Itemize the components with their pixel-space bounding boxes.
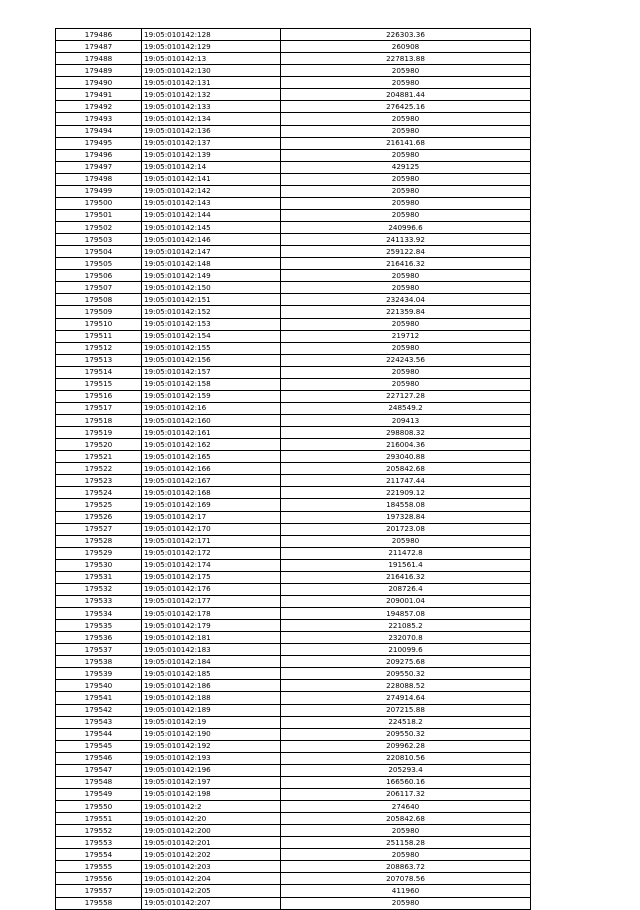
value-cell: 240996.6 [281, 222, 531, 234]
table-row [56, 463, 531, 475]
row-id-cell: 179504 [56, 246, 142, 258]
cadastral-number-cell: 19:05:010142:149 [142, 270, 281, 282]
row-id-cell: 179540 [56, 680, 142, 692]
table-row [56, 101, 531, 113]
cadastral-number-cell: 19:05:010142:151 [142, 294, 281, 306]
table-row [56, 535, 531, 547]
cadastral-number-cell: 19:05:010142:156 [142, 354, 281, 366]
table-row [56, 764, 531, 776]
table-row [56, 161, 531, 173]
value-cell: 209550.32 [281, 728, 531, 740]
cadastral-number-cell: 19:05:010142:131 [142, 77, 281, 89]
row-id-cell: 179510 [56, 318, 142, 330]
table-row [56, 342, 531, 354]
cadastral-number-cell: 19:05:010142:139 [142, 149, 281, 161]
table-body [56, 29, 531, 910]
table-row [56, 294, 531, 306]
value-cell: 166560.16 [281, 776, 531, 788]
row-id-cell: 179515 [56, 378, 142, 390]
cadastral-number-cell: 19:05:010142:160 [142, 415, 281, 427]
table-row [56, 354, 531, 366]
row-id-cell: 179508 [56, 294, 142, 306]
cadastral-number-cell: 19:05:010142:159 [142, 390, 281, 402]
row-id-cell: 179545 [56, 740, 142, 752]
table-row [56, 511, 531, 523]
row-id-cell: 179552 [56, 825, 142, 837]
table-row [56, 402, 531, 414]
row-id-cell: 179496 [56, 149, 142, 161]
table-row [56, 608, 531, 620]
row-id-cell: 179529 [56, 547, 142, 559]
value-cell: 211747.44 [281, 475, 531, 487]
table-row [56, 246, 531, 258]
cadastral-number-cell: 19:05:010142:14 [142, 161, 281, 173]
table-row [56, 801, 531, 813]
row-id-cell: 179519 [56, 427, 142, 439]
table-row [56, 258, 531, 270]
cadastral-number-cell: 19:05:010142:157 [142, 366, 281, 378]
value-cell: 205842.68 [281, 463, 531, 475]
value-cell: 274914.64 [281, 692, 531, 704]
row-id-cell: 179517 [56, 402, 142, 414]
cadastral-number-cell: 19:05:010142:183 [142, 644, 281, 656]
table-row [56, 897, 531, 909]
row-id-cell: 179537 [56, 644, 142, 656]
cadastral-number-cell: 19:05:010142:202 [142, 849, 281, 861]
data-table [55, 28, 531, 910]
cadastral-number-cell: 19:05:010142:162 [142, 439, 281, 451]
value-cell: 205980 [281, 849, 531, 861]
row-id-cell: 179522 [56, 463, 142, 475]
row-id-cell: 179502 [56, 222, 142, 234]
row-id-cell: 179520 [56, 439, 142, 451]
row-id-cell: 179546 [56, 752, 142, 764]
row-id-cell: 179505 [56, 258, 142, 270]
table-row [56, 113, 531, 125]
row-id-cell: 179488 [56, 53, 142, 65]
value-cell: 226303.36 [281, 29, 531, 41]
table-row [56, 487, 531, 499]
value-cell: 224518.2 [281, 716, 531, 728]
value-cell: 205980 [281, 282, 531, 294]
table-row [56, 415, 531, 427]
cadastral-number-cell: 19:05:010142:188 [142, 692, 281, 704]
value-cell: 259122.84 [281, 246, 531, 258]
cadastral-number-cell: 19:05:010142:129 [142, 41, 281, 53]
value-cell: 216416.32 [281, 258, 531, 270]
row-id-cell: 179544 [56, 728, 142, 740]
cadastral-number-cell: 19:05:010142:128 [142, 29, 281, 41]
cadastral-number-cell: 19:05:010142:136 [142, 125, 281, 137]
cadastral-number-cell: 19:05:010142:165 [142, 451, 281, 463]
row-id-cell: 179531 [56, 571, 142, 583]
row-id-cell: 179534 [56, 608, 142, 620]
table-row [56, 752, 531, 764]
cadastral-number-cell: 19:05:010142:170 [142, 523, 281, 535]
cadastral-number-cell: 19:05:010142:185 [142, 668, 281, 680]
value-cell: 205980 [281, 535, 531, 547]
table-row [56, 571, 531, 583]
cadastral-number-cell: 19:05:010142:184 [142, 656, 281, 668]
row-id-cell: 179494 [56, 125, 142, 137]
value-cell: 205980 [281, 318, 531, 330]
table-row [56, 330, 531, 342]
cadastral-number-cell: 19:05:010142:203 [142, 861, 281, 873]
table-row [56, 644, 531, 656]
row-id-cell: 179491 [56, 89, 142, 101]
value-cell: 221909.12 [281, 487, 531, 499]
row-id-cell: 179535 [56, 620, 142, 632]
cadastral-number-cell: 19:05:010142:204 [142, 873, 281, 885]
table-row [56, 173, 531, 185]
table-row [56, 825, 531, 837]
cadastral-number-cell: 19:05:010142:19 [142, 716, 281, 728]
value-cell: 205293.4 [281, 764, 531, 776]
value-cell: 293040.88 [281, 451, 531, 463]
cadastral-number-cell: 19:05:010142:13 [142, 53, 281, 65]
cadastral-number-cell: 19:05:010142:158 [142, 378, 281, 390]
value-cell: 205980 [281, 342, 531, 354]
table-row [56, 77, 531, 89]
table-row [56, 475, 531, 487]
value-cell: 205980 [281, 149, 531, 161]
value-cell: 248549.2 [281, 402, 531, 414]
row-id-cell: 179538 [56, 656, 142, 668]
cadastral-number-cell: 19:05:010142:179 [142, 620, 281, 632]
row-id-cell: 179514 [56, 366, 142, 378]
row-id-cell: 179526 [56, 511, 142, 523]
value-cell: 201723.08 [281, 523, 531, 535]
cadastral-number-cell: 19:05:010142:142 [142, 185, 281, 197]
row-id-cell: 179541 [56, 692, 142, 704]
row-id-cell: 179554 [56, 849, 142, 861]
row-id-cell: 179493 [56, 113, 142, 125]
row-id-cell: 179547 [56, 764, 142, 776]
table-row [56, 378, 531, 390]
value-cell: 216004.36 [281, 439, 531, 451]
value-cell: 232070.8 [281, 632, 531, 644]
cadastral-number-cell: 19:05:010142:198 [142, 788, 281, 800]
cadastral-number-cell: 19:05:010142:196 [142, 764, 281, 776]
row-id-cell: 179489 [56, 65, 142, 77]
row-id-cell: 179532 [56, 583, 142, 595]
table-row [56, 632, 531, 644]
value-cell: 197328.84 [281, 511, 531, 523]
cadastral-number-cell: 19:05:010142:132 [142, 89, 281, 101]
row-id-cell: 179543 [56, 716, 142, 728]
row-id-cell: 179503 [56, 234, 142, 246]
value-cell: 205980 [281, 270, 531, 282]
value-cell: 210099.6 [281, 644, 531, 656]
cadastral-number-cell: 19:05:010142:20 [142, 813, 281, 825]
cadastral-number-cell: 19:05:010142:171 [142, 535, 281, 547]
cadastral-number-cell: 19:05:010142:207 [142, 897, 281, 909]
row-id-cell: 179528 [56, 535, 142, 547]
table-row [56, 282, 531, 294]
value-cell: 204881.44 [281, 89, 531, 101]
row-id-cell: 179513 [56, 354, 142, 366]
table-row [56, 680, 531, 692]
cadastral-number-cell: 19:05:010142:205 [142, 885, 281, 897]
value-cell: 205980 [281, 209, 531, 221]
table-row [56, 861, 531, 873]
value-cell: 208726.4 [281, 583, 531, 595]
table-row [56, 53, 531, 65]
cadastral-number-cell: 19:05:010142:133 [142, 101, 281, 113]
table-row [56, 849, 531, 861]
value-cell: 205980 [281, 366, 531, 378]
row-id-cell: 179495 [56, 137, 142, 149]
row-id-cell: 179558 [56, 897, 142, 909]
row-id-cell: 179486 [56, 29, 142, 41]
row-id-cell: 179525 [56, 499, 142, 511]
cadastral-number-cell: 19:05:010142:161 [142, 427, 281, 439]
row-id-cell: 179511 [56, 330, 142, 342]
value-cell: 208863.72 [281, 861, 531, 873]
cadastral-number-cell: 19:05:010142:146 [142, 234, 281, 246]
table-row [56, 547, 531, 559]
value-cell: 194857.08 [281, 608, 531, 620]
value-cell: 207215.88 [281, 704, 531, 716]
cadastral-number-cell: 19:05:010142:154 [142, 330, 281, 342]
cadastral-number-cell: 19:05:010142:178 [142, 608, 281, 620]
cadastral-number-cell: 19:05:010142:176 [142, 583, 281, 595]
table-row [56, 595, 531, 607]
row-id-cell: 179539 [56, 668, 142, 680]
table-row [56, 29, 531, 41]
table-row [56, 813, 531, 825]
table-row [56, 776, 531, 788]
cadastral-number-cell: 19:05:010142:152 [142, 306, 281, 318]
cadastral-number-cell: 19:05:010142:134 [142, 113, 281, 125]
table-row [56, 523, 531, 535]
cadastral-number-cell: 19:05:010142:192 [142, 740, 281, 752]
table-row [56, 499, 531, 511]
table-row [56, 149, 531, 161]
table-row [56, 885, 531, 897]
cadastral-number-cell: 19:05:010142:186 [142, 680, 281, 692]
table-row [56, 89, 531, 101]
value-cell: 209962.28 [281, 740, 531, 752]
value-cell: 241133.92 [281, 234, 531, 246]
value-cell: 205980 [281, 65, 531, 77]
row-id-cell: 179501 [56, 209, 142, 221]
cadastral-number-cell: 19:05:010142:148 [142, 258, 281, 270]
value-cell: 298808.32 [281, 427, 531, 439]
row-id-cell: 179533 [56, 595, 142, 607]
value-cell: 205980 [281, 825, 531, 837]
table-row [56, 740, 531, 752]
cadastral-number-cell: 19:05:010142:177 [142, 595, 281, 607]
row-id-cell: 179527 [56, 523, 142, 535]
row-id-cell: 179551 [56, 813, 142, 825]
cadastral-number-cell: 19:05:010142:201 [142, 837, 281, 849]
value-cell: 205980 [281, 378, 531, 390]
table-row [56, 209, 531, 221]
table-row [56, 137, 531, 149]
table-row [56, 656, 531, 668]
value-cell: 184558.08 [281, 499, 531, 511]
row-id-cell: 179487 [56, 41, 142, 53]
table-row [56, 668, 531, 680]
table-row [56, 704, 531, 716]
value-cell: 209001.04 [281, 595, 531, 607]
value-cell: 191561.4 [281, 559, 531, 571]
value-cell: 227813.88 [281, 53, 531, 65]
cadastral-number-cell: 19:05:010142:147 [142, 246, 281, 258]
table-row [56, 197, 531, 209]
table-row [56, 125, 531, 137]
value-cell: 209413 [281, 415, 531, 427]
table-row [56, 222, 531, 234]
cadastral-number-cell: 19:05:010142:2 [142, 801, 281, 813]
row-id-cell: 179499 [56, 185, 142, 197]
table-row [56, 716, 531, 728]
table-row [56, 41, 531, 53]
row-id-cell: 179542 [56, 704, 142, 716]
row-id-cell: 179521 [56, 451, 142, 463]
cadastral-number-cell: 19:05:010142:16 [142, 402, 281, 414]
table-row [56, 873, 531, 885]
value-cell: 207078.56 [281, 873, 531, 885]
row-id-cell: 179523 [56, 475, 142, 487]
value-cell: 205980 [281, 113, 531, 125]
value-cell: 206117.32 [281, 788, 531, 800]
table-row [56, 837, 531, 849]
row-id-cell: 179492 [56, 101, 142, 113]
row-id-cell: 179530 [56, 559, 142, 571]
value-cell: 411960 [281, 885, 531, 897]
table-row [56, 439, 531, 451]
row-id-cell: 179557 [56, 885, 142, 897]
table-row [56, 427, 531, 439]
value-cell: 221359.84 [281, 306, 531, 318]
row-id-cell: 179490 [56, 77, 142, 89]
table-row [56, 559, 531, 571]
value-cell: 216141.68 [281, 137, 531, 149]
value-cell: 227127.28 [281, 390, 531, 402]
cadastral-number-cell: 19:05:010142:174 [142, 559, 281, 571]
value-cell: 205980 [281, 897, 531, 909]
cadastral-number-cell: 19:05:010142:166 [142, 463, 281, 475]
cadastral-number-cell: 19:05:010142:168 [142, 487, 281, 499]
table-row [56, 728, 531, 740]
value-cell: 205980 [281, 185, 531, 197]
row-id-cell: 179509 [56, 306, 142, 318]
value-cell: 205980 [281, 197, 531, 209]
value-cell: 216416.32 [281, 571, 531, 583]
row-id-cell: 179553 [56, 837, 142, 849]
row-id-cell: 179556 [56, 873, 142, 885]
table-row [56, 366, 531, 378]
cadastral-number-cell: 19:05:010142:141 [142, 173, 281, 185]
cadastral-number-cell: 19:05:010142:143 [142, 197, 281, 209]
cadastral-number-cell: 19:05:010142:200 [142, 825, 281, 837]
row-id-cell: 179498 [56, 173, 142, 185]
value-cell: 209275.68 [281, 656, 531, 668]
cadastral-number-cell: 19:05:010142:17 [142, 511, 281, 523]
table-row [56, 318, 531, 330]
cadastral-number-cell: 19:05:010142:144 [142, 209, 281, 221]
value-cell: 274640 [281, 801, 531, 813]
cadastral-number-cell: 19:05:010142:169 [142, 499, 281, 511]
table-row [56, 390, 531, 402]
value-cell: 224243.56 [281, 354, 531, 366]
table-row [56, 620, 531, 632]
row-id-cell: 179550 [56, 801, 142, 813]
value-cell: 260908 [281, 41, 531, 53]
value-cell: 205842.68 [281, 813, 531, 825]
cadastral-number-cell: 19:05:010142:172 [142, 547, 281, 559]
row-id-cell: 179507 [56, 282, 142, 294]
value-cell: 228088.52 [281, 680, 531, 692]
value-cell: 232434.04 [281, 294, 531, 306]
table-row [56, 788, 531, 800]
cadastral-number-cell: 19:05:010142:155 [142, 342, 281, 354]
row-id-cell: 179524 [56, 487, 142, 499]
row-id-cell: 179512 [56, 342, 142, 354]
value-cell: 209550.32 [281, 668, 531, 680]
table-row [56, 270, 531, 282]
row-id-cell: 179500 [56, 197, 142, 209]
table-row [56, 583, 531, 595]
value-cell: 205980 [281, 125, 531, 137]
row-id-cell: 179516 [56, 390, 142, 402]
table-row [56, 451, 531, 463]
row-id-cell: 179536 [56, 632, 142, 644]
cadastral-number-cell: 19:05:010142:189 [142, 704, 281, 716]
cadastral-number-cell: 19:05:010142:190 [142, 728, 281, 740]
row-id-cell: 179506 [56, 270, 142, 282]
table-row [56, 185, 531, 197]
row-id-cell: 179497 [56, 161, 142, 173]
row-id-cell: 179549 [56, 788, 142, 800]
table-row [56, 306, 531, 318]
cadastral-number-cell: 19:05:010142:150 [142, 282, 281, 294]
value-cell: 220810.56 [281, 752, 531, 764]
table-row [56, 234, 531, 246]
value-cell: 276425.16 [281, 101, 531, 113]
row-id-cell: 179518 [56, 415, 142, 427]
cadastral-number-cell: 19:05:010142:130 [142, 65, 281, 77]
value-cell: 429125 [281, 161, 531, 173]
cadastral-number-cell: 19:05:010142:145 [142, 222, 281, 234]
table-row [56, 692, 531, 704]
row-id-cell: 179548 [56, 776, 142, 788]
table-row [56, 65, 531, 77]
value-cell: 219712 [281, 330, 531, 342]
cadastral-number-cell: 19:05:010142:197 [142, 776, 281, 788]
value-cell: 251158.28 [281, 837, 531, 849]
cadastral-number-cell: 19:05:010142:167 [142, 475, 281, 487]
value-cell: 205980 [281, 77, 531, 89]
value-cell: 211472.8 [281, 547, 531, 559]
value-cell: 221085.2 [281, 620, 531, 632]
cadastral-number-cell: 19:05:010142:137 [142, 137, 281, 149]
cadastral-number-cell: 19:05:010142:181 [142, 632, 281, 644]
row-id-cell: 179555 [56, 861, 142, 873]
value-cell: 205980 [281, 173, 531, 185]
cadastral-number-cell: 19:05:010142:153 [142, 318, 281, 330]
cadastral-number-cell: 19:05:010142:175 [142, 571, 281, 583]
cadastral-number-cell: 19:05:010142:193 [142, 752, 281, 764]
